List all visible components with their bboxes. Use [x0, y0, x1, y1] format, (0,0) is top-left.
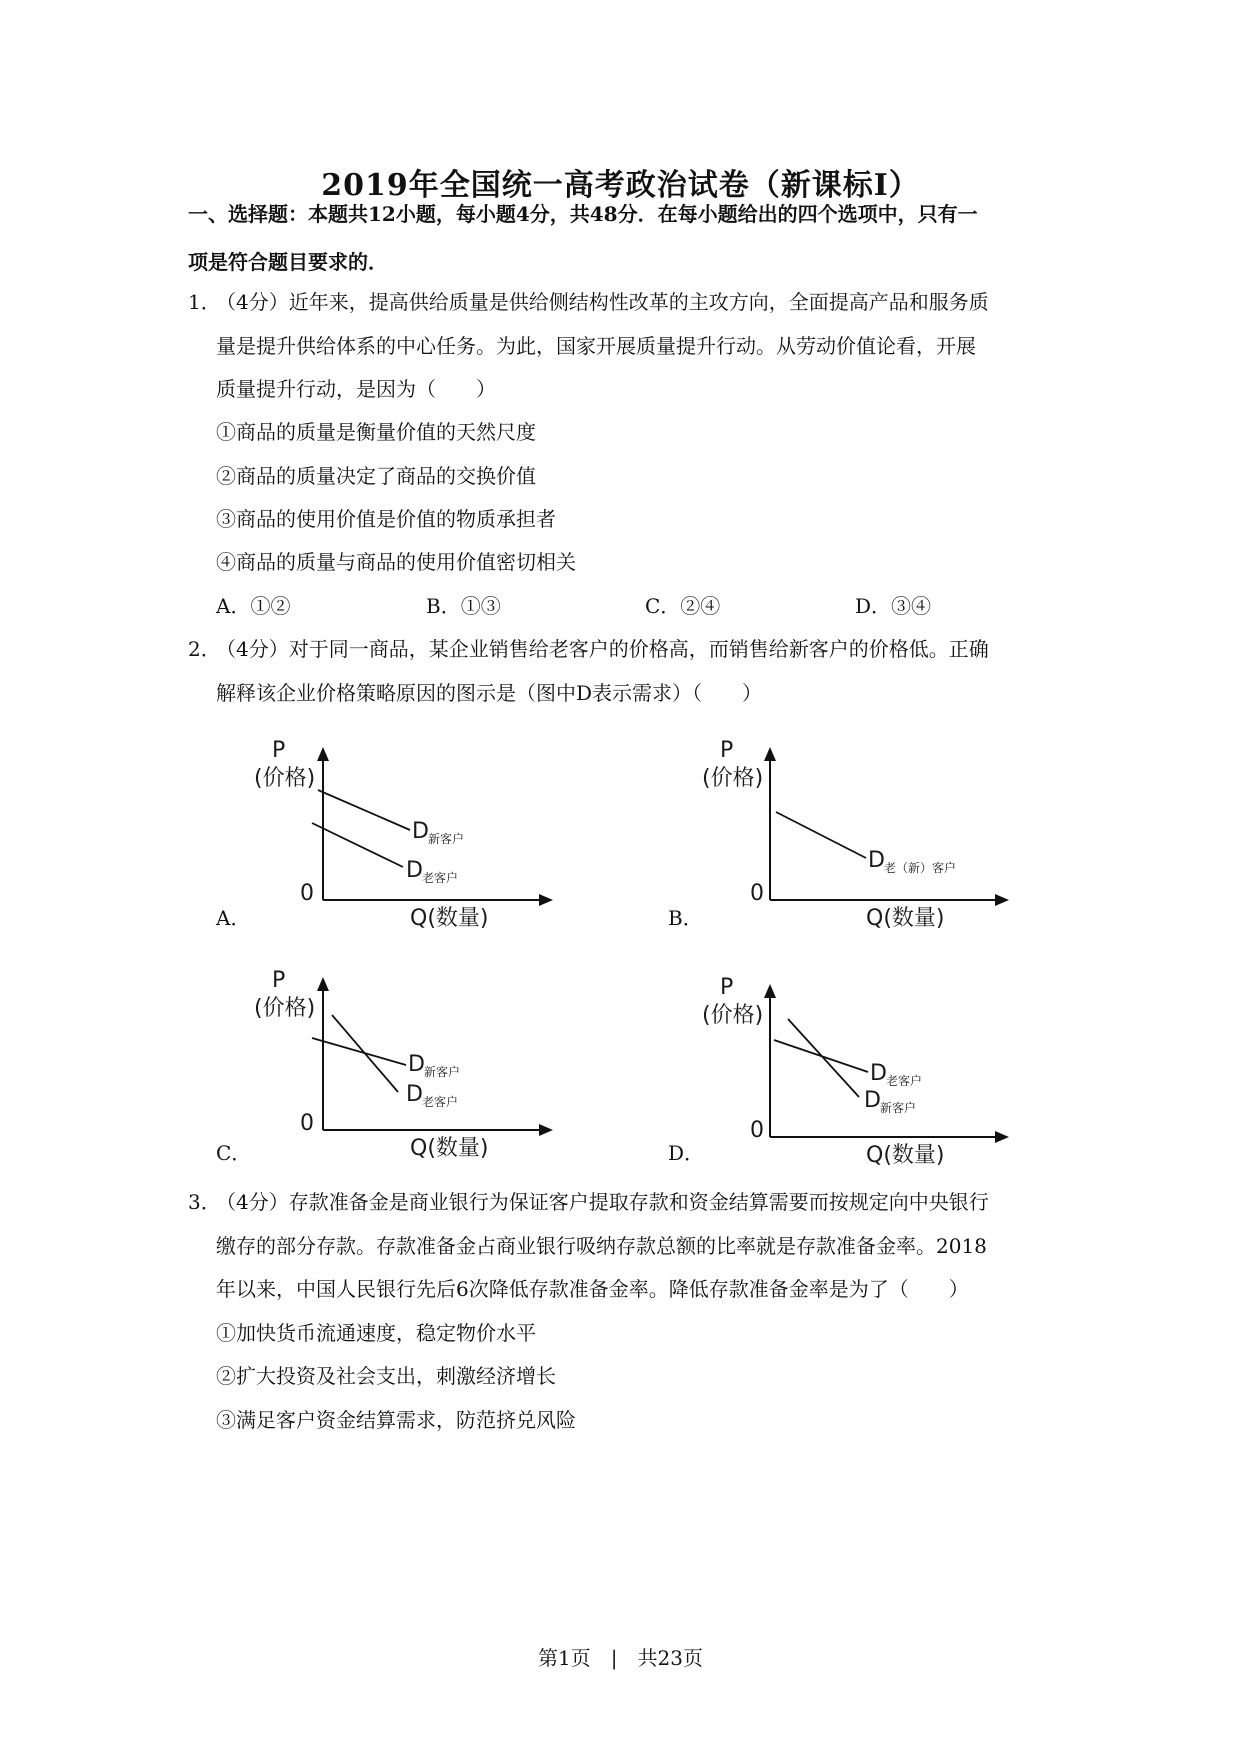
graph-b-x-arrow	[995, 894, 1009, 906]
q2-number: 2．	[188, 637, 221, 661]
graph-d-sub1: 老客户	[886, 1074, 923, 1088]
q2-graph-c-letter[interactable]: C．	[216, 1141, 252, 1165]
graph-c-origin: 0	[300, 1111, 314, 1136]
page-footer: 第1页 | 共23页	[538, 1646, 703, 1670]
graph-c-sub1: 新客户	[424, 1065, 461, 1079]
graph-b-p-label: P	[720, 738, 734, 763]
q2-text-line1: （4分）对于同一商品，某企业销售给老客户的价格高，而销售给新客户的价格低。正确	[216, 637, 989, 661]
graph-a-sub1: 新客户	[428, 832, 465, 846]
graph-a-line-old	[312, 823, 403, 867]
graph-c-price-label: (价格)	[254, 996, 316, 1021]
graph-c-line-new	[312, 1038, 406, 1065]
graph-a-p-label: P	[272, 738, 286, 763]
graph-d-svg	[702, 972, 1036, 1202]
q1-text-line2: 量是提升供给体系的中心任务。为此，国家开展质量提升行动。从劳动价值论看，开展	[216, 334, 976, 358]
q2-graph-a-letter[interactable]: A．	[216, 906, 251, 930]
q1-choice-c[interactable]: C．②④	[645, 594, 721, 618]
graph-b-d1: D	[868, 848, 885, 873]
section-heading-line1: 一、选择题：本题共12小题，每小题4分，共48分．在每小题给出的四个选项中，只有一	[188, 202, 978, 226]
graph-c-line-old	[332, 1015, 398, 1092]
graph-c-x-arrow	[539, 1124, 553, 1136]
graph-d-origin: 0	[750, 1118, 764, 1143]
graph-b-q-label: Q(数量)	[866, 906, 945, 931]
q3-statement-3: ③满足客户资金结算需求，防范挤兑风险	[216, 1408, 576, 1432]
graph-a-origin: 0	[300, 881, 314, 906]
graph-d-p-label: P	[720, 975, 734, 1000]
q1-statement-4: ④商品的质量与商品的使用价值密切相关	[216, 550, 576, 574]
graph-b-price-label: (价格)	[702, 766, 764, 791]
graph-d-line-new	[788, 1019, 859, 1097]
q1-text-line3: 质量提升行动，是因为（ ）	[216, 377, 496, 401]
q1-statement-1: ①商品的质量是衡量价值的天然尺度	[216, 420, 536, 444]
graph-d-q-label: Q(数量)	[866, 1143, 945, 1168]
q2-first-line	[188, 634, 989, 664]
graph-a-y-arrow	[317, 747, 329, 761]
graph-a-price-label: (价格)	[254, 766, 316, 791]
q1-statement-2: ②商品的质量决定了商品的交换价值	[216, 464, 536, 488]
graph-c-d1: D	[408, 1052, 425, 1077]
q2-graph-b	[702, 735, 1036, 965]
q3-text-line1: （4分）存款准备金是商业银行为保证客户提取存款和资金结算需要而按规定向中央银行	[216, 1190, 989, 1214]
q2-text-line2: 解释该企业价格策略原因的图示是（图中D表示需求）（ ）	[216, 681, 763, 705]
q1-statement-3: ③商品的使用价值是价值的物质承担者	[216, 507, 556, 531]
section-heading	[188, 190, 1068, 286]
graph-a-sub2: 老客户	[422, 871, 459, 885]
q1-choice-b[interactable]: B．①③	[426, 594, 501, 618]
graph-c-y-arrow	[317, 977, 329, 991]
graph-d-d2: D	[864, 1088, 881, 1113]
graph-b-y-arrow	[764, 747, 776, 761]
graph-b-line	[776, 812, 866, 858]
q1-text-line1: （4分）近年来，提高供给质量是供给侧结构性改革的主攻方向，全面提高产品和服务质	[216, 290, 989, 314]
graph-d-sub2: 新客户	[880, 1101, 917, 1115]
graph-b-sub1: 老（新）客户	[884, 861, 957, 875]
q3-text-line2: 缴存的部分存款。存款准备金占商业银行吸纳存款总额的比率就是存款准备金率。2018	[216, 1234, 987, 1258]
graph-c-p-label: P	[272, 968, 286, 993]
q3-text-line3: 年以来，中国人民银行先后6次降低存款准备金率。降低存款准备金率是为了（ ）	[216, 1277, 969, 1301]
graph-b-origin: 0	[750, 881, 764, 906]
graph-b-svg	[702, 735, 1036, 965]
graph-d-y-arrow	[764, 984, 776, 998]
q2-graph-d	[702, 972, 1036, 1202]
q1-choice-a[interactable]: A．①②	[216, 594, 291, 618]
q3-first-line	[188, 1187, 989, 1217]
q3-statement-1: ①加快货币流通速度，稳定物价水平	[216, 1321, 536, 1345]
q2-graph-a	[254, 735, 580, 965]
q1-number: 1．	[188, 290, 221, 314]
graph-c-d2: D	[406, 1082, 423, 1107]
graph-a-svg	[254, 735, 580, 965]
page-title: 2019年全国统一高考政治试卷（新课标Ⅰ）	[321, 168, 920, 203]
q3-statement-2: ②扩大投资及社会支出，刺激经济增长	[216, 1364, 556, 1388]
graph-d-price-label: (价格)	[702, 1003, 764, 1028]
graph-a-d2: D	[406, 858, 423, 883]
q2-graph-c	[254, 965, 580, 1195]
graph-c-svg	[254, 965, 580, 1195]
section-heading-line2: 项是符合题目要求的．	[188, 250, 388, 274]
graph-c-q-label: Q(数量)	[410, 1136, 489, 1161]
graph-d-x-arrow	[995, 1131, 1009, 1143]
q2-graph-b-letter[interactable]: B．	[668, 906, 703, 930]
graph-a-x-arrow	[539, 894, 553, 906]
graph-d-d1: D	[870, 1061, 887, 1086]
q1-first-line	[188, 287, 989, 317]
q2-graph-d-letter[interactable]: D．	[668, 1141, 705, 1165]
graph-a-d1: D	[412, 819, 429, 844]
graph-a-q-label: Q(数量)	[410, 906, 489, 931]
q1-choice-d[interactable]: D．③④	[855, 594, 932, 618]
graph-c-sub2: 老客户	[422, 1095, 459, 1109]
graph-a-line-new	[318, 790, 410, 830]
q3-number: 3．	[188, 1190, 221, 1214]
